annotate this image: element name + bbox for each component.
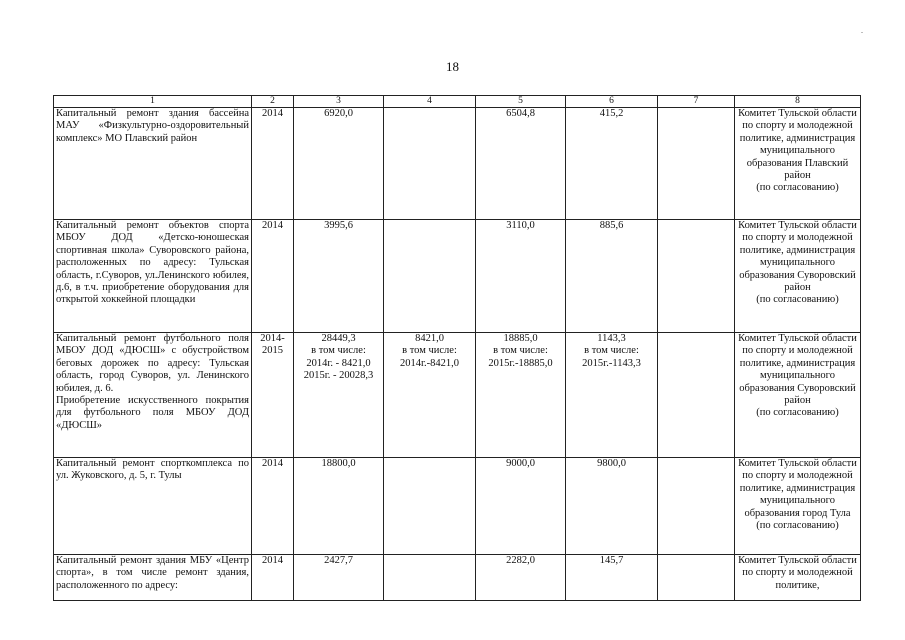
- col4-cell: [384, 458, 476, 555]
- col4-value: 8421,0: [415, 333, 444, 344]
- header-row: [54, 96, 861, 108]
- activity-name: [54, 333, 252, 458]
- program-table: [53, 95, 861, 601]
- col6-cell: 145,7: [566, 555, 658, 601]
- responsible-cell: [735, 333, 861, 458]
- year-range: 2014- 2015: [260, 333, 285, 357]
- col4-cell: [384, 220, 476, 333]
- col5-cell: [476, 333, 566, 458]
- responsible-text: Комитет Тульской области по спорту и молодежной политике, администрация муниципального образования Суворовский район: [738, 220, 857, 294]
- header-cell-7: 7: [658, 96, 735, 108]
- header-cell-2: 2: [252, 96, 294, 108]
- header-cell-6: 6: [566, 96, 658, 108]
- col6-cell: 415,2: [566, 108, 658, 220]
- col6-breakdown: в том числе: 2015г.-1143,3: [582, 345, 641, 369]
- total-value: 28449,3: [321, 333, 356, 344]
- agreement-note: (по согласованию): [756, 520, 839, 532]
- col5-breakdown: в том числе: 2015г.-18885,0: [488, 345, 553, 369]
- activity-name: Капитальный ремонт здания бассейна МАУ «Физкультурно-оздоровительный комплекс» МО Плавский район: [54, 108, 252, 220]
- responsible-cell: [735, 220, 861, 333]
- total-cell: 6920,0: [294, 108, 384, 220]
- col5-cell: 2282,0: [476, 555, 566, 601]
- col6-cell: 9800,0: [566, 458, 658, 555]
- responsible-text: Комитет Тульской области по спорту и молодежной политике, администрация муниципального образования Плавский район: [738, 108, 857, 182]
- col6-cell: 885,6: [566, 220, 658, 333]
- responsible-text: Комитет Тульской области по спорту и молодежной политике, администрация муниципального образования город Тула: [738, 458, 857, 519]
- col7-cell: [658, 333, 735, 458]
- header-cell-4: 4: [384, 96, 476, 108]
- col4-cell: [384, 333, 476, 458]
- activity-name: Капитальный ремонт объектов спорта МБОУ ДОД «Детско-юношеская спортивная школа» Суворовского района, расположенных по адресу: Тульская область, г.Суворов, ул.Ленинского юбилея, д.6, в т.ч. приобретение оборудования для открытой хоккейной площадки: [54, 220, 252, 333]
- table-row: [54, 220, 861, 333]
- header-cell-1: 1: [54, 96, 252, 108]
- agreement-note: (по согласованию): [756, 182, 839, 194]
- total-cell: [294, 333, 384, 458]
- col5-value: 18885,0: [503, 333, 538, 344]
- col6-cell: [566, 333, 658, 458]
- responsible-cell: Комитет Тульской области по спорту и молодежной политике,: [735, 555, 861, 601]
- activity-name: Капитальный ремонт спорткомплекса по ул. Жуковского, д. 5, г. Тулы: [54, 458, 252, 555]
- col5-cell: 6504,8: [476, 108, 566, 220]
- table-row: [54, 555, 861, 601]
- total-breakdown: в том числе: 2014г. - 8421,0 2015г. - 20028,3: [303, 345, 374, 382]
- page-number: 18: [446, 59, 459, 74]
- year-cell: 2014: [252, 220, 294, 333]
- agreement-note: (по согласованию): [756, 407, 839, 419]
- responsible-text: Комитет Тульской области по спорту и молодежной политике, администрация муниципального образования Суворовский район: [738, 333, 857, 407]
- col7-cell: [658, 555, 735, 601]
- year-cell: [252, 333, 294, 458]
- col5-cell: 9000,0: [476, 458, 566, 555]
- col7-cell: [658, 458, 735, 555]
- col5-cell: 3110,0: [476, 220, 566, 333]
- table-row: [54, 108, 861, 220]
- header-cell-5: 5: [476, 96, 566, 108]
- year-cell: 2014: [252, 108, 294, 220]
- header-cell-8: 8: [735, 96, 861, 108]
- table-row: [54, 333, 861, 458]
- header-cell-3: 3: [294, 96, 384, 108]
- col4-cell: [384, 108, 476, 220]
- activity-name-extra: Приобретение искусственного покрытия для футбольного поля МБОУ ДОД «ДЮСШ»: [56, 395, 249, 431]
- col4-cell: [384, 555, 476, 601]
- table-row: [54, 458, 861, 555]
- year-cell: 2014: [252, 555, 294, 601]
- total-cell: 3995,6: [294, 220, 384, 333]
- col7-cell: [658, 220, 735, 333]
- responsible-cell: [735, 108, 861, 220]
- corner-mark: .: [861, 26, 863, 35]
- col6-value: 1143,3: [597, 333, 626, 344]
- col7-cell: [658, 108, 735, 220]
- activity-name-main: Капитальный ремонт футбольного поля МБОУ ДОД «ДЮСШ» с обустройством беговых дорожек по адресу: Тульская область, город Суворов, ул. Ленинского юбилея, д. 6.: [56, 333, 249, 394]
- agreement-note: (по согласованию): [756, 294, 839, 306]
- total-cell: 18800,0: [294, 458, 384, 555]
- total-cell: 2427,7: [294, 555, 384, 601]
- col4-breakdown: в том числе: 2014г.-8421,0: [399, 345, 460, 369]
- year-cell: 2014: [252, 458, 294, 555]
- activity-name: Капитальный ремонт здания МБУ «Центр спорта», в том числе ремонт здания, расположенного по адресу:: [54, 555, 252, 601]
- responsible-cell: [735, 458, 861, 555]
